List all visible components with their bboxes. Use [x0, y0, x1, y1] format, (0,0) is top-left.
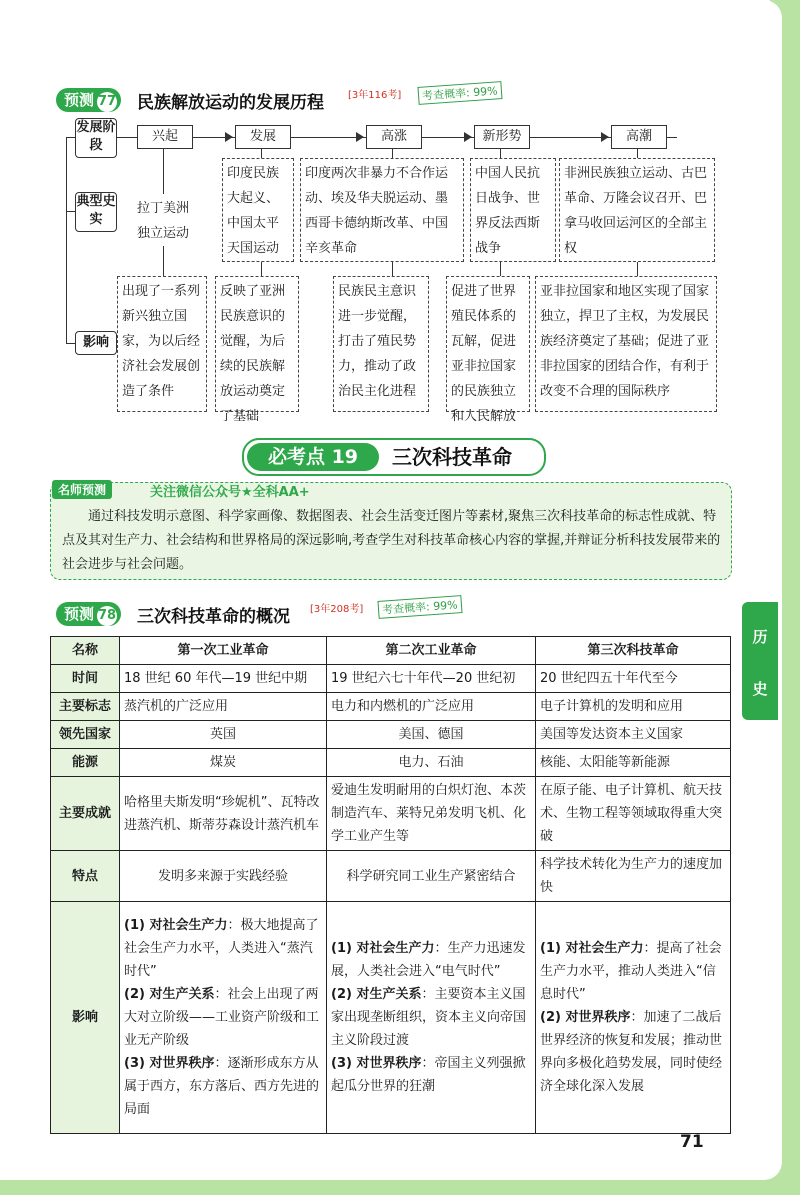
prediction-badge-77: 预测 77: [56, 88, 121, 112]
tech-revolution-table: [50, 636, 731, 1134]
impact-item: (2) 对生产关系：主要资本主义国家出现垄断组织，资本主义向帝国主义阶段过渡: [331, 987, 527, 1048]
connector: [500, 149, 501, 158]
exam-rate-stamp-78: 考查概率: 99%: [377, 595, 462, 619]
teacher-prediction-text: 通过科技发明示意图、科学家画像、数据图表、社会生活变迁图片等素材,聚焦三次科技革命的标志性成就、特点及其对生产力、社会结构和世界格局的深远影响,考查学生对科技革命核心内容的掌握,并辩证分析科技发展带来的社会进步与社会问题。: [62, 509, 721, 572]
table-header: 第三次科技革命: [536, 637, 731, 665]
cell: 煤炭: [120, 749, 327, 777]
cell: 爱迪生发明耐用的白炽灯泡、本茨制造汽车、莱特兄弟发明飞机、化学工业产生等: [327, 777, 536, 851]
row-key: 能源: [51, 749, 120, 777]
table-header: 第一次工业革命: [120, 637, 327, 665]
teacher-prediction-badge: 名师预测: [52, 480, 112, 499]
subject-side-tab: 历 史: [742, 602, 778, 720]
table-row: [51, 721, 731, 749]
table-header: 名称: [51, 637, 120, 665]
connector: [500, 262, 501, 276]
impact-develop: 反映了亚洲民族意识的觉醒，为后续的民族解放运动奠定了基础: [215, 276, 299, 412]
impact-cell-3: [536, 902, 731, 1134]
connector: [163, 149, 164, 194]
row-key: 特点: [51, 851, 120, 902]
cell: 在原子能、电子计算机、航天技术、生物工程等领域取得重大突破: [536, 777, 731, 851]
fact-rise: 拉丁美洲独立运动: [137, 201, 190, 241]
row-label-impact: 影响: [75, 331, 117, 355]
stage-develop: 发展: [235, 125, 291, 149]
page-edge-bottom: [0, 1179, 800, 1195]
cell: 18 世纪 60 年代—19 世纪中期: [120, 665, 327, 693]
cell: 英国: [120, 721, 327, 749]
cell: 19 世纪六七十年代—20 世纪初: [327, 665, 536, 693]
timeline-arrow: [356, 132, 364, 142]
key-point-banner: [242, 438, 546, 476]
impact-item: (2) 对生产关系：社会上出现了两大对立阶级——工业资产阶级和工业无产阶级: [124, 987, 320, 1048]
impact-cell-1: [120, 902, 327, 1134]
label-connector: [66, 137, 75, 138]
row-key: 领先国家: [51, 721, 120, 749]
exam-count-tag-78: [3年208考]: [310, 604, 364, 615]
stage-climax: 高潮: [611, 125, 667, 149]
connector: [261, 149, 262, 158]
cell: 20 世纪四五十年代至今: [536, 665, 731, 693]
impact-item: (1) 对社会生产力：生产力迅速发展，人类社会进入“电气时代”: [331, 941, 526, 979]
fact-climax: 非洲民族独立运动、古巴革命、万隆会议召开、巴拿马收回运河区的全部主权: [559, 158, 715, 262]
connector: [637, 149, 638, 158]
cell: 科学技术转化为生产力的速度加快: [536, 851, 731, 902]
fact-surge: 印度两次非暴力不合作运动、埃及华夫脱运动、墨西哥卡德纳斯改革、中国辛亥革命: [300, 158, 464, 262]
row-key: 主要标志: [51, 693, 120, 721]
cell: 电力和内燃机的广泛应用: [327, 693, 536, 721]
key-point-number: 必考点 19: [247, 443, 379, 471]
teacher-prediction-subtitle: 关注微信公众号★全科AA+: [150, 485, 310, 500]
cell: 发明多来源于实践经验: [120, 851, 327, 902]
impact-item: (3) 对世界秩序：帝国主义列强掀起瓜分世界的狂潮: [331, 1056, 526, 1094]
impact-item: (1) 对社会生产力：极大地提高了社会生产力水平，人类进入“蒸汽时代”: [124, 918, 319, 979]
row-label-facts: 典型史实: [75, 192, 117, 232]
impact-cell-2: [327, 902, 536, 1134]
timeline-arrow: [225, 132, 233, 142]
cell: 哈格里夫斯发明“珍妮机”、瓦特改进蒸汽机、斯蒂芬森设计蒸汽机车: [120, 777, 327, 851]
connector: [637, 262, 638, 276]
stage-rise: 兴起: [137, 125, 193, 149]
timeline-arrow: [601, 132, 609, 142]
table-row: [51, 665, 731, 693]
table-row: [51, 777, 731, 851]
page-number: 71: [680, 1132, 704, 1152]
impact-surge: 民族民主意识进一步觉醒，打击了殖民势力，推动了政治民主化进程: [333, 276, 429, 412]
section-title-78: 三次科技革命的概况: [137, 607, 290, 627]
prediction-badge-78: 预测 78: [56, 602, 121, 626]
impact-item: (2) 对世界秩序：加速了二战后世界经济的恢复和发展；推动世界向多极化趋势发展，同时使经济全球化深入发展: [540, 1010, 723, 1094]
section-title-77: 民族解放运动的发展历程: [137, 93, 324, 113]
cell: 美国、德国: [327, 721, 536, 749]
impact-rise: 出现了一系列新兴独立国家，为以后经济社会发展创造了条件: [117, 276, 207, 412]
row-key: 影响: [51, 902, 120, 1134]
label-connector: [66, 211, 75, 212]
cell: 电子计算机的发明和应用: [536, 693, 731, 721]
table-row-impact: [51, 902, 731, 1134]
fact-new-situation: 中国人民抗日战争、世界反法西斯战争: [470, 158, 556, 262]
cell: 科学研究同工业生产紧密结合: [327, 851, 536, 902]
row-label-stage: 发展阶段: [75, 118, 117, 158]
connector: [261, 262, 262, 276]
timeline-arrow: [464, 132, 472, 142]
table-header-row: [51, 637, 731, 665]
label-connector: [66, 343, 75, 344]
connector: [163, 246, 164, 276]
connector: [392, 149, 393, 158]
table-row: [51, 749, 731, 777]
row-key: 时间: [51, 665, 120, 693]
table-row: [51, 693, 731, 721]
fact-develop: 印度民族大起义、中国太平天国运动: [222, 158, 294, 262]
row-key: 主要成就: [51, 777, 120, 851]
connector: [392, 262, 393, 276]
cell: 核能、太阳能等新能源: [536, 749, 731, 777]
impact-item: (3) 对世界秩序：逐渐形成东方从属于西方，东方落后、西方先进的局面: [124, 1056, 320, 1117]
exam-rate-stamp-77: 考查概率: 99%: [417, 81, 502, 105]
table-header: 第二次工业革命: [327, 637, 536, 665]
impact-new-situation: 促进了世界殖民体系的瓦解，促进亚非拉国家的民族独立和人民解放: [446, 276, 530, 412]
impact-item: (1) 对社会生产力：提高了社会生产力水平，推动人类进入“信息时代”: [540, 941, 722, 1002]
label-connector: [66, 137, 67, 343]
exam-count-tag-77: [3年116考]: [348, 90, 402, 101]
cell: 蒸汽机的广泛应用: [120, 693, 327, 721]
impact-climax: 亚非拉国家和地区实现了国家独立，捍卫了主权，为发展民族经济奠定了基础；促进了亚非拉国家的团结合作，有利于改变不合理的国际秩序: [535, 276, 717, 412]
stage-surge: 高涨: [366, 125, 422, 149]
cell: 电力、石油: [327, 749, 536, 777]
cell: 美国等发达资本主义国家: [536, 721, 731, 749]
stage-new-situation: 新形势: [474, 125, 530, 149]
table-row: [51, 851, 731, 902]
key-point-title: 三次科技革命: [392, 445, 512, 469]
